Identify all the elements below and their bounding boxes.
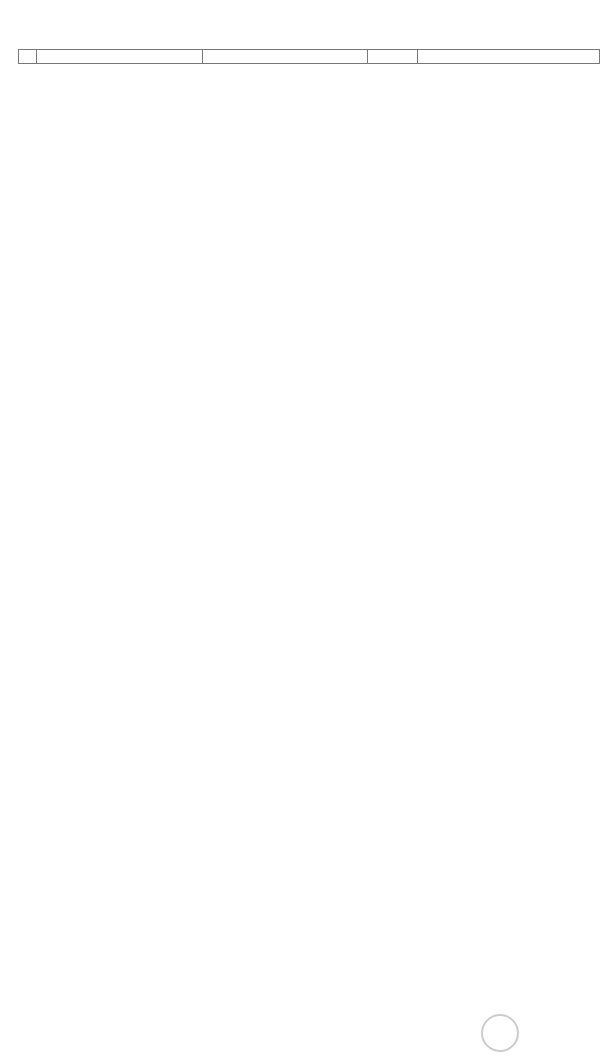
watermark-logo [481,1014,519,1052]
watermark [477,1010,597,1060]
